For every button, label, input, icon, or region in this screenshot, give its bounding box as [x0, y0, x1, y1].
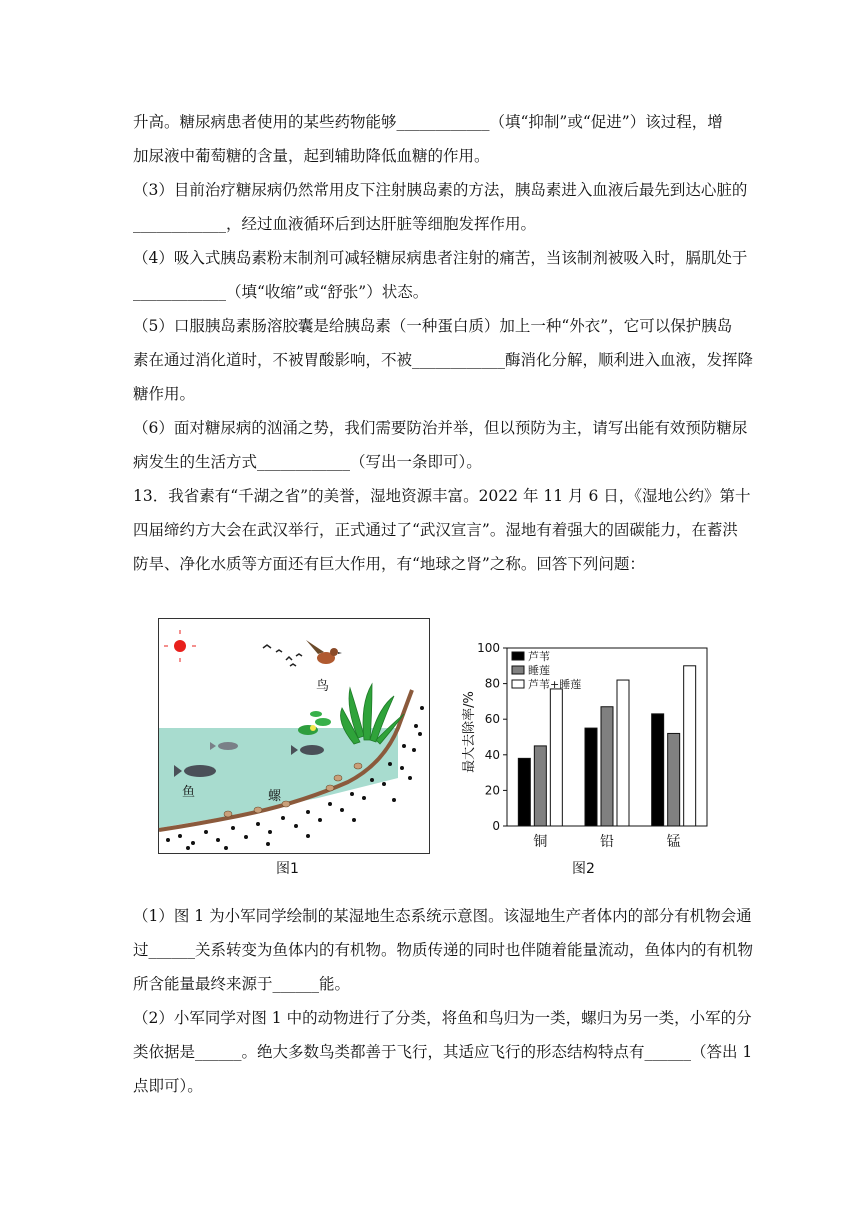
y-tick-label: 80 — [484, 676, 500, 691]
text-line: （6）面对糖尿病的汹涌之势，我们需要防治并举，但以预防为主，请写出能有效预防糖尿 — [133, 419, 748, 437]
text-line: 所含能量最终来源于______能。 — [133, 975, 351, 993]
wetland-ecosystem-figure — [158, 618, 430, 854]
text-line: 类依据是______。绝大多数鸟类都善于飞行，其适应飞行的形态结构特点有______（答出 1 — [133, 1043, 753, 1061]
bar — [601, 707, 613, 826]
legend-swatch — [512, 666, 524, 674]
text-line: 升高。糖尿病患者使用的某些药物能够____________（填“抑制”或“促进”）该过程，增 — [133, 113, 723, 131]
legend-swatch — [512, 652, 524, 660]
text-line: 糖作用。 — [133, 385, 196, 403]
y-tick-label: 100 — [477, 641, 500, 655]
legend-label: 芦苇+睡莲 — [528, 678, 582, 691]
text-line: （3）目前治疗糖尿病仍然常用皮下注射胰岛素的方法，胰岛素进入血液后最先到达心脏的 — [133, 181, 748, 199]
bar — [668, 733, 680, 826]
figure1-caption: 图1 — [276, 861, 299, 877]
figure2-caption: 图2 — [572, 861, 595, 877]
text-line: ____________（填“收缩”或“舒张”）状态。 — [133, 283, 429, 301]
text-line: （4）吸入式胰岛素粉末制剂可减轻糖尿病患者注射的痛苦，当该制剂被吸入时，膈肌处于 — [133, 249, 748, 267]
text-line: 点即可）。 — [133, 1077, 203, 1095]
text-line: 过______关系转变为鱼体内的有机物。物质传递的同时也伴随着能量流动，鱼体内的有机物 — [133, 941, 754, 959]
text-line: 四届缔约方大会在武汉举行，正式通过了“武汉宣言”。湿地有着强大的固碳能力，在蓄洪 — [133, 521, 738, 539]
legend-label: 芦苇 — [528, 650, 550, 663]
text-line: 13．我省素有“千湖之省”的美誉，湿地资源丰富。2022 年 11 月 6 日，《湿地公约》第十 — [133, 487, 751, 505]
bar — [652, 714, 664, 826]
bar — [550, 689, 562, 826]
legend-swatch — [512, 680, 524, 688]
y-tick-label: 0 — [492, 819, 500, 833]
y-tick-label: 20 — [484, 783, 500, 798]
text-line: （5）口服胰岛素肠溶胶囊是给胰岛素（一种蛋白质）加上一种“外衣”，它可以保护胰岛 — [133, 317, 733, 335]
text-line: 加尿液中葡萄糖的含量，起到辅助降低血糖的作用。 — [133, 147, 490, 165]
snail-label: 螺 — [268, 789, 282, 804]
text-line: 防旱、净化水质等方面还有巨大作用，有“地球之肾”之称。回答下列问题： — [133, 555, 645, 573]
fish-label: 鱼 — [182, 785, 196, 800]
text-line: （1）图 1 为小军同学绘制的某湿地生态系统示意图。该湿地生产者体内的部分有机物会通 — [133, 907, 752, 925]
y-axis-label: 最大去除率/% — [462, 691, 477, 773]
text-line: 素在通过消化道时，不被胃酸影响，不被____________酶消化分解，顺利进入血液，发挥降 — [133, 351, 754, 369]
y-tick-label: 40 — [484, 747, 500, 762]
text-line: ____________，经过血液循环后到达肝脏等细胞发挥作用。 — [133, 215, 537, 233]
x-tick-label: 铜 — [533, 834, 548, 850]
text-line: 病发生的生活方式____________（写出一条即可）。 — [133, 453, 482, 471]
x-tick-label: 锰 — [666, 834, 681, 850]
legend-label: 睡莲 — [528, 664, 550, 677]
bird-label: 鸟 — [316, 679, 330, 694]
bar — [518, 758, 530, 826]
removal-rate-bar-chart — [445, 630, 715, 860]
y-ticks — [477, 641, 507, 833]
legend — [512, 649, 581, 691]
x-tick-labels — [533, 833, 680, 850]
bar — [585, 728, 597, 826]
bar — [617, 680, 629, 826]
bar — [534, 746, 546, 826]
text-line: （2）小军同学对图 1 中的动物进行了分类，将鱼和鸟归为一类，螺归为另一类，小军的分 — [133, 1009, 752, 1027]
y-tick-label: 60 — [484, 712, 500, 727]
bar — [684, 666, 696, 826]
x-tick-label: 铅 — [600, 834, 614, 850]
